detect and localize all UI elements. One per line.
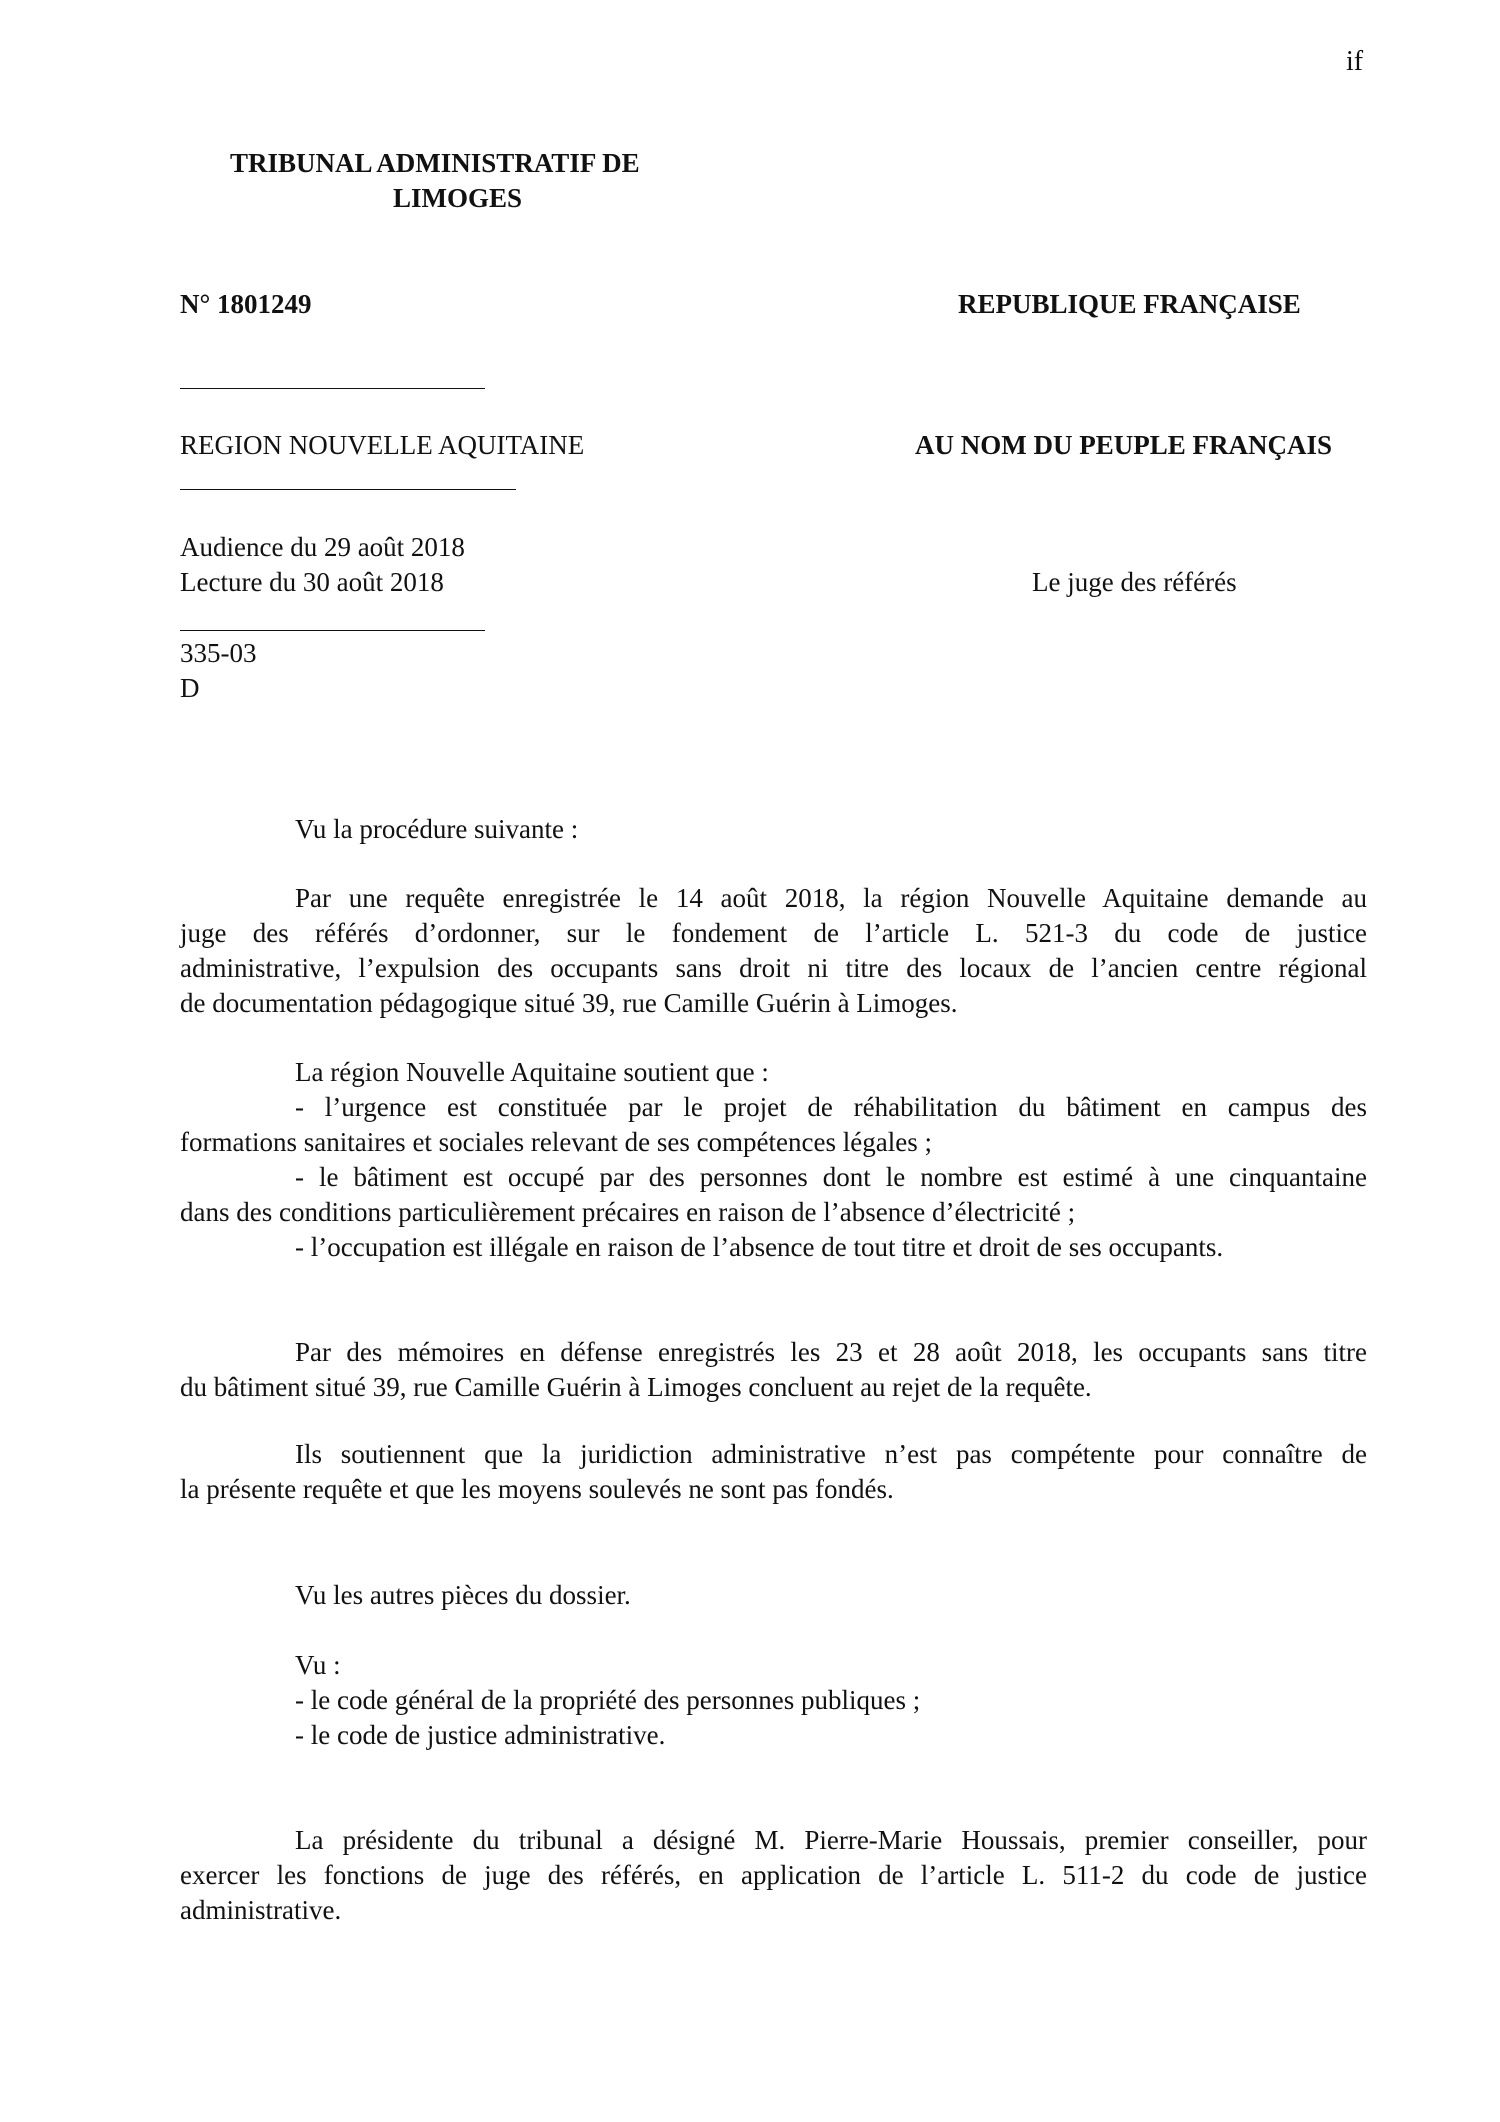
republic-heading: REPUBLIQUE FRANÇAISE [958,289,1301,319]
designation-line-3: administrative. [180,1895,342,1925]
defendants-argue-paragraph [180,1437,1367,1507]
designation-line-1: La présidente du tribunal a désigné M. Pierre-Marie Houssais, premier conseiller, pour [295,1825,1367,1855]
separator-rule-3 [180,630,485,631]
other-documents: Vu les autres pièces du dossier. [295,1580,631,1610]
code-reference-2: - le code de justice administrative. [295,1720,666,1750]
region-argues: La région Nouvelle Aquitaine soutient que : [295,1057,769,1087]
designation-paragraph [180,1823,1367,1928]
reading-date: Lecture du 30 août 2018 [180,567,444,597]
request-line-4: de documentation pédagogique situé 39, rue Camille Guérin à Limoges. [180,988,958,1018]
request-line-1: Par une requête enregistrée le 14 août 2018, la région Nouvelle Aquitaine demande au [295,883,1367,913]
party-name: REGION NOUVELLE AQUITAINE [180,430,585,460]
code-reference-1: - le code général de la propriété des personnes publiques ; [295,1685,921,1715]
defendants-argue-line-2: la présente requête et que les moyens soulevés ne sont pas fondés. [180,1474,894,1504]
hearing-date: Audience du 29 août 2018 [180,532,465,562]
request-line-3: administrative, l’expulsion des occupants sans droit ni titre des locaux de l’ancien centre régional [180,953,1367,983]
argument-2-line-2: dans des conditions particulièrement précaires en raison de l’absence d’électricité ; [180,1197,1076,1227]
request-paragraph [180,881,1367,1021]
designation-line-2: exercer les fonctions de juge des référés, en application de l’article L. 511-2 du code de justice [180,1860,1367,1890]
classification-code: 335-03 [180,638,257,668]
separator-rule-1 [180,388,485,389]
arguments-list [180,1090,1367,1265]
argument-1-line-2: formations sanitaires et sociales relevant de ses compétences légales ; [180,1127,932,1157]
corner-mark: if [1346,46,1364,77]
argument-3: - l’occupation est illégale en raison de l’absence de tout titre et droit de ses occupants. [295,1232,1224,1262]
argument-1-line-1: - l’urgence est constituée par le projet de réhabilitation du bâtiment en campus des [295,1092,1367,1122]
court-name-line2: LIMOGES [393,183,523,213]
case-number: N° 1801249 [180,289,312,319]
vu-heading: Vu : [295,1650,341,1680]
defendants-argue-line-1: Ils soutiennent que la juridiction administrative n’est pas compétente pour connaître de [295,1439,1367,1469]
defense-line-2: du bâtiment situé 39, rue Camille Guérin à Limoges concluent au rejet de la requête. [180,1372,1092,1402]
vu-procedure: Vu la procédure suivante : [295,814,579,844]
defense-line-1: Par des mémoires en défense enregistrés les 23 et 28 août 2018, les occupants sans titre [295,1337,1367,1367]
separator-rule-2 [180,489,516,490]
judge-title: Le juge des référés [1032,567,1237,597]
argument-2-line-1: - le bâtiment est occupé par des personnes dont le nombre est estimé à une cinquantaine [295,1162,1367,1192]
publication-letter: D [180,673,200,703]
defense-paragraph [180,1335,1367,1405]
in-the-name-heading: AU NOM DU PEUPLE FRANÇAIS [915,430,1332,460]
court-name-line1: TRIBUNAL ADMINISTRATIF DE [230,148,640,178]
request-line-2: juge des référés d’ordonner, sur le fondement de l’article L. 521-3 du code de justice [180,918,1367,948]
